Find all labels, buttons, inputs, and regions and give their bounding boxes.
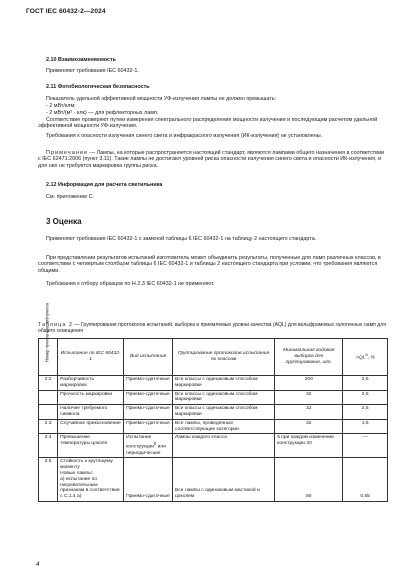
section-3-p1: Применяют требования IEC 60432-1 с заменой таблицы 6 IEC 60432-1 на таблицу 2 настоящего стандарта. (46, 236, 317, 242)
section-2-11-p3: - 2 мВт/(м² · клк) — для рефлекторных ламп. (46, 110, 159, 116)
row-test: Разборчивость маркировки (58, 376, 124, 391)
section-2-11-note (38, 150, 388, 169)
header-test: Испытание по IEC 60432-1 (58, 339, 124, 376)
table-row (39, 458, 388, 502)
section-3-p3: Требования к отбору образцов по Н.2.3 IEC 60432-1 не применяют. (46, 281, 215, 287)
running-header: ГОСТ IEC 60432-2—2024 (26, 8, 106, 15)
section-2-11-p2: - 2 мВт/клм; (46, 103, 76, 109)
row-num: 2.3 (39, 419, 58, 434)
header-grouping: Группирование протоколов испытания по классам (173, 339, 275, 376)
row-sample: 5 при каждом изменении конструкции 20 (275, 434, 343, 458)
header-test-kind: Вид испытания (124, 339, 173, 376)
row-num (39, 405, 58, 420)
table-caption-text: — Группирование протоколов испытаний, выборка и приемлемые уровни качества (AQL) для вольфрамовых галогенных ламп для общего освещения (38, 322, 386, 334)
section-3-p2: При представлении результатов испытаний изготовитель может объединить результаты, полученные для ламп различных классов, в соответствии с четвертым столбцом таблицы 6 IEC 60432-1 и таблицы 2 настоящего стандарта при условии, что требования являются общими. (38, 255, 381, 274)
row-test-item: а) испытание по нагревательным признакам в соответствии с С.1.4 а) (60, 476, 120, 500)
section-2-11-title: 2.11 Фотобиологическая безопасность (46, 84, 150, 90)
row-aql: 2,5 (343, 376, 388, 391)
row-kind: Приемо-сдаточные (124, 419, 173, 434)
section-2-10-text: Применяют требования IEC 60432-1. (46, 68, 139, 74)
table-row (39, 419, 388, 434)
row-test: Прочность маркировки (58, 390, 124, 405)
row-group: Все классы с одинаковым способом маркировки (173, 376, 275, 391)
row-kind: Испытание конструкции$^b$ или периодические (124, 434, 173, 458)
header-sample: Минимальная годовая выборка для группирования, шт. (275, 339, 343, 376)
table-caption-label: Таблица 2 (38, 322, 74, 328)
table-row (39, 434, 388, 458)
section-2-11-p4: Соответствие проверяют путем измерения спектрального распределения мощности излучения и последующим расчетом удельной эффективной мощности УФ-излучения. (38, 117, 378, 130)
table-row (39, 376, 388, 391)
row-sample: 32 (275, 390, 343, 405)
row-num: 2.2 (39, 376, 58, 391)
row-aql: — (343, 434, 388, 458)
row-test: Случайное прикосновение (58, 419, 124, 434)
row-group: Все лампы, проведенные соответствующие категории (173, 419, 275, 434)
row-kind: Приемо-сдаточные (124, 390, 173, 405)
row-sample: 200 (275, 376, 343, 391)
row-test-title: Стойкость к крутящему моменту (60, 459, 114, 471)
row-aql: 2,5 (343, 390, 388, 405)
table-row (39, 390, 388, 405)
header-aql: AQL$^a$, % (343, 339, 388, 376)
page-number: 4 (36, 562, 40, 568)
row-aql: 2,5 (343, 405, 388, 420)
table-caption (38, 322, 388, 334)
row-test (58, 458, 124, 502)
row-group: Все классы с одинаковым способом маркировки (173, 390, 275, 405)
section-2-10-title: 2.10 Взаимозаменяемость (46, 57, 116, 63)
section-3-title: 3 Оценка (46, 217, 82, 226)
row-sample: 32 (275, 419, 343, 434)
section-2-12-title: 2.12 Информация для расчета светильника (46, 182, 163, 188)
header-clause-number: Номер пункта или подпункта (39, 339, 58, 376)
row-test: Наличие требуемого символа (58, 405, 124, 420)
table-header-row (39, 339, 388, 376)
row-group: Все лампы с одинаковым мастикой и цоколем (173, 458, 275, 502)
note-text: — Лампы, на которые распространяется настоящий стандарт, являются лампами общего назначения в соответствии с IEC 62471:2006 (пункт 3.11). Такие лампы не достигают уровней риска опасности излучения синего света и опасности ИК-излучения, и для них не требуется маркировка группы риска. (38, 150, 385, 169)
row-group: Все классы с одинаковым способом маркировки (173, 405, 275, 420)
row-test: Превышение температуры цоколя (58, 434, 124, 458)
row-aql: 1,5 (343, 419, 388, 434)
row-kind: Приемо-сдаточные (124, 405, 173, 420)
row-kind: Приемо-сдаточные (124, 376, 173, 391)
row-group: Лампы каждого класса (173, 434, 275, 458)
table-row (39, 405, 388, 420)
row-kind: Приемо-сдаточные (124, 458, 173, 502)
section-2-11-p1: Показатель удельной эффективной мощности УФ-излучения лампы не должен превышать: (46, 96, 276, 102)
row-test-subtitle: Новые лампы: (60, 470, 94, 476)
row-aql: 0,65 (343, 458, 388, 502)
row-num (39, 390, 58, 405)
row-num: 2.5 (39, 458, 58, 502)
row-num: 2.4 (39, 434, 58, 458)
row-sample: 32 (275, 405, 343, 420)
note-label: Примечание (46, 150, 89, 156)
section-2-12-text: См. приложение С. (46, 194, 95, 200)
row-sample: 80 (275, 458, 343, 502)
section-2-11-p5: Требования к опасности излучения синего света и инфракрасного излучения (ИК-излучения) не установлены. (46, 133, 323, 139)
